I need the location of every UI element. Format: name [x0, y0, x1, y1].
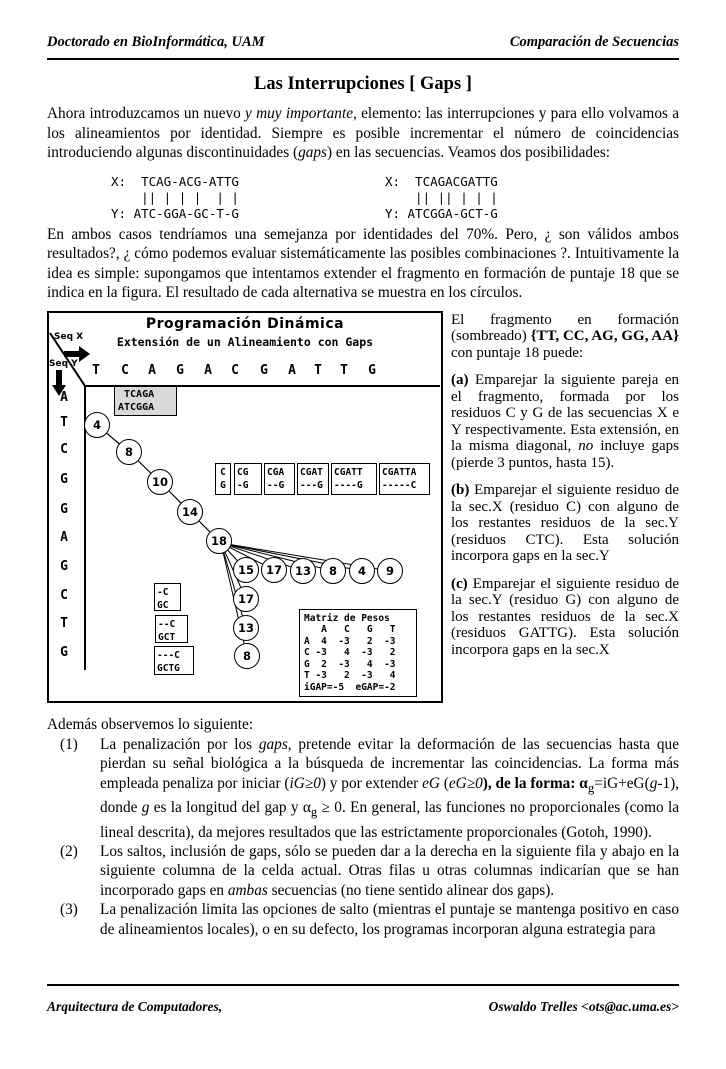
alignment-left-bars: || | | | | |: [111, 189, 239, 205]
col-letter: G: [176, 362, 184, 378]
score-circle: 15: [233, 557, 259, 583]
caption-option-a: (a) Emparejar la siguiente pareja en el fragmento, formada por los residuos C y G de las secuencias X e Y respectivamente. Esta extensión, en la misma diagonal, no incluye gaps (pierde 3 puntos, hasta 15).: [451, 372, 679, 471]
item-number: (1): [60, 735, 78, 753]
intro-italic: y muy importante,: [245, 105, 357, 122]
extension-box: [379, 463, 430, 495]
item-number: (3): [60, 901, 78, 919]
score-circle: 8: [320, 558, 346, 584]
extension-top: CGATT: [334, 466, 363, 478]
score-circle: 17: [233, 586, 259, 612]
weight-matrix-row: T -3 2 -3 4: [304, 670, 396, 681]
page-header: [47, 34, 679, 60]
intro-italic-gaps: gaps: [298, 144, 327, 161]
row-letter: G: [60, 644, 68, 660]
row-letter: A: [60, 389, 68, 405]
weight-matrix-row: A 4 -3 2 -3: [304, 635, 396, 647]
figure-section: [47, 311, 679, 703]
extension-bottom: ----G: [334, 479, 363, 491]
weight-matrix-gaps: iGAP=-5 eGAP=-2: [304, 681, 396, 693]
fragment-bottom: ATCGGA: [118, 401, 155, 413]
score-circle: 9: [377, 558, 403, 584]
page-footer: [47, 999, 679, 1015]
row-letter: G: [60, 558, 68, 574]
alignment-right-x: X: TCAGACGATTG: [384, 173, 498, 189]
footer-left-text: Arquitectura de Computadores,: [47, 999, 223, 1014]
figure-subtitle: Extensión de un Alineamiento con Gaps: [116, 334, 374, 349]
intro-text: elemento: las interrupciones y para ello volvamos a los alineamientos por identidad. Siempre es posible incrementar el número de coincidencias introduciendo algunas discontinuidades (: [47, 105, 679, 161]
weight-matrix-row: C -3 4 -3 2: [304, 647, 396, 658]
row-letter: C: [60, 441, 68, 457]
intro-text: Ahora introduzcamos un nuevo: [47, 105, 246, 122]
extension-top: -C: [157, 586, 169, 598]
extension-bottom: GCT: [158, 631, 176, 643]
header-left-text: Doctorado en BioInformática, UAM: [47, 34, 265, 50]
fragment-pairs: {TT, CC, AG, GG, AA}: [530, 328, 679, 344]
row-letter: G: [60, 471, 68, 487]
extension-top: CG: [237, 466, 249, 478]
extension-box: [155, 615, 188, 643]
col-letter: G: [260, 362, 268, 378]
row-letter: A: [60, 529, 68, 545]
footer-rule: [47, 984, 679, 986]
weight-matrix-title: Matriz de Pesos: [304, 612, 390, 624]
extension-box: [297, 463, 329, 495]
col-letter: A: [204, 362, 212, 378]
extension-box: [264, 463, 295, 495]
extension-box: [215, 463, 231, 495]
option-b-label: (b): [451, 482, 470, 498]
observation-item-3: (3) La penalización limita las opciones de salto (mientras el puntaje se mantenga positivo en caso de alineamientos locales), o en su defecto, los programas incorporan alguna estrategia para: [60, 901, 679, 938]
extension-top: C: [220, 466, 226, 478]
caption-intro: El fragmento en formación (sombreado) {TT, CC, AG, GG, AA} con puntaje 18 puede:: [451, 311, 679, 361]
alignment-right-bars: || || | | |: [384, 189, 498, 205]
observation-item-1: (1) La penalización por los gaps, pretende evitar la deformación de las secuencias hasta que pierdan su señal biológica a la búsqueda de incrementar las coincidencias. La forma más empleada penaliza por iniciar (iG≥0) y por extender eG (eG≥0), de la forma: $\alpha_g=iG+eG(g-1)$, donde g es la longitud del gap y $\alpha_g \ge 0$. En general, las funciones no proporcionales (como la lineal descrita), da mejores resultados que las estrictamente proporcionales (Gotoh, 1990).: [60, 735, 680, 841]
page-title: Las Interrupciones [ Gaps ]: [254, 74, 472, 94]
observations-intro: Además observemos lo siguiente:: [47, 715, 254, 733]
col-letter: A: [288, 362, 296, 378]
alignment-examples: [47, 174, 679, 222]
observations-section: [47, 715, 679, 940]
alignment-right: [385, 174, 498, 222]
score-circle-18: 18: [206, 528, 232, 554]
col-letter: T: [314, 362, 322, 378]
header-right-text: Comparación de Secuencias: [509, 34, 679, 50]
row-letter: T: [60, 414, 68, 430]
col-letter: G: [368, 362, 376, 378]
caption-option-c: (c) Emparejar el siguiente residuo de la sec.Y (residuo G) con alguno de los restantes residuos de la sec.X (residuos GATTG). Esta solución incorpora gaps en la sec.X: [451, 575, 679, 658]
extension-top: CGA: [267, 466, 285, 478]
observation-item-2: (2) Los saltos, inclusión de gaps, sólo se pueden dar a la derecha en la siguiente fila y abajo en la siguiente columna de la celda actual. Otras filas u otras columnas indicarían que se han incorporado gaps en ambas secuencias (no tiene sentido alinear dos gaps).: [60, 843, 679, 899]
col-letter: C: [231, 362, 239, 378]
fragment-top: TCAGA: [118, 388, 155, 400]
footer-right-text: Oswaldo Trelles <ots@ac.uma.es>: [488, 999, 679, 1014]
extension-box: [154, 583, 181, 611]
option-a-label: (a): [451, 372, 469, 388]
score-circle: 8: [116, 439, 142, 465]
score-circle: 14: [177, 499, 203, 525]
fragment-box: [114, 386, 177, 416]
seq-x-label: Seq X: [54, 331, 84, 342]
caption-option-b: (b) Emparejar el siguiente residuo de la sec.X (residuo C) con alguno de los restantes residuos de la sec.Y (residuos CTC). Esta solución incorpora gaps en la sec.Y: [451, 482, 679, 564]
extension-top: --C: [158, 618, 176, 630]
figure-title: Programación Dinámica: [145, 315, 345, 332]
extension-bottom: -G: [237, 479, 249, 491]
extension-bottom: GCTG: [157, 662, 180, 674]
item-number: (2): [60, 843, 78, 861]
dp-figure: [47, 311, 443, 703]
score-circle: 8: [234, 643, 260, 669]
score-circle: 4: [349, 558, 375, 584]
intro-paragraph: [47, 104, 679, 163]
extension-top: ---C: [157, 649, 180, 661]
row-letter: C: [60, 587, 68, 603]
row-letter: T: [60, 615, 68, 631]
option-c-label: (c): [451, 575, 468, 592]
extension-bottom: ---G: [300, 479, 323, 491]
extension-box: [331, 463, 377, 495]
col-letter: A: [148, 362, 156, 378]
seq-y-label: Seq Y: [49, 358, 78, 369]
weight-matrix-row: G 2 -3 4 -3: [304, 658, 396, 670]
extension-bottom: --G: [267, 479, 285, 491]
extension-box: [234, 463, 262, 495]
extension-top: CGATTA: [382, 466, 417, 478]
score-circle: 13: [233, 615, 259, 641]
figure-caption-column: [451, 311, 679, 670]
score-circle: 10: [147, 469, 173, 495]
intro-text: ) en las secuencias. Veamos dos posibilidades:: [326, 144, 611, 161]
col-letter: T: [92, 362, 100, 378]
extension-bottom: G: [220, 479, 226, 491]
alignment-right-y: Y: ATCGGA-GCT-G: [384, 205, 498, 221]
extension-top: CGAT: [300, 466, 323, 478]
extension-box: [154, 646, 194, 675]
row-letter: G: [60, 501, 68, 517]
alignment-left: [111, 174, 239, 222]
score-circle: 17: [261, 557, 287, 583]
score-circle: 13: [290, 558, 316, 584]
col-letter: C: [121, 362, 129, 378]
extension-bottom: -----C: [382, 479, 417, 491]
alignment-left-x: X: TCAG-ACG-ATTG: [111, 173, 239, 189]
weight-matrix: [299, 609, 417, 697]
weight-matrix-header: A C G T: [304, 624, 396, 635]
score-circle: 4: [84, 412, 110, 438]
alignment-left-y: Y: ATC-GGA-GC-T-G: [111, 205, 239, 221]
col-letter: T: [340, 362, 348, 378]
extension-bottom: GC: [157, 599, 169, 611]
paragraph-2: En ambos casos tendríamos una semejanza por identidades del 70%. Pero, ¿ son válidos ambos resultados?, ¿ cómo podemos evaluar sistemáticamente las posibles combinaciones ?. Intuitivamente la idea es simple: supongamos que intentamos extender el fragmento en formación de puntaje 18 que se indica en la figura. El resultado de cada alternativa se muestra en los círculos.: [47, 225, 679, 301]
